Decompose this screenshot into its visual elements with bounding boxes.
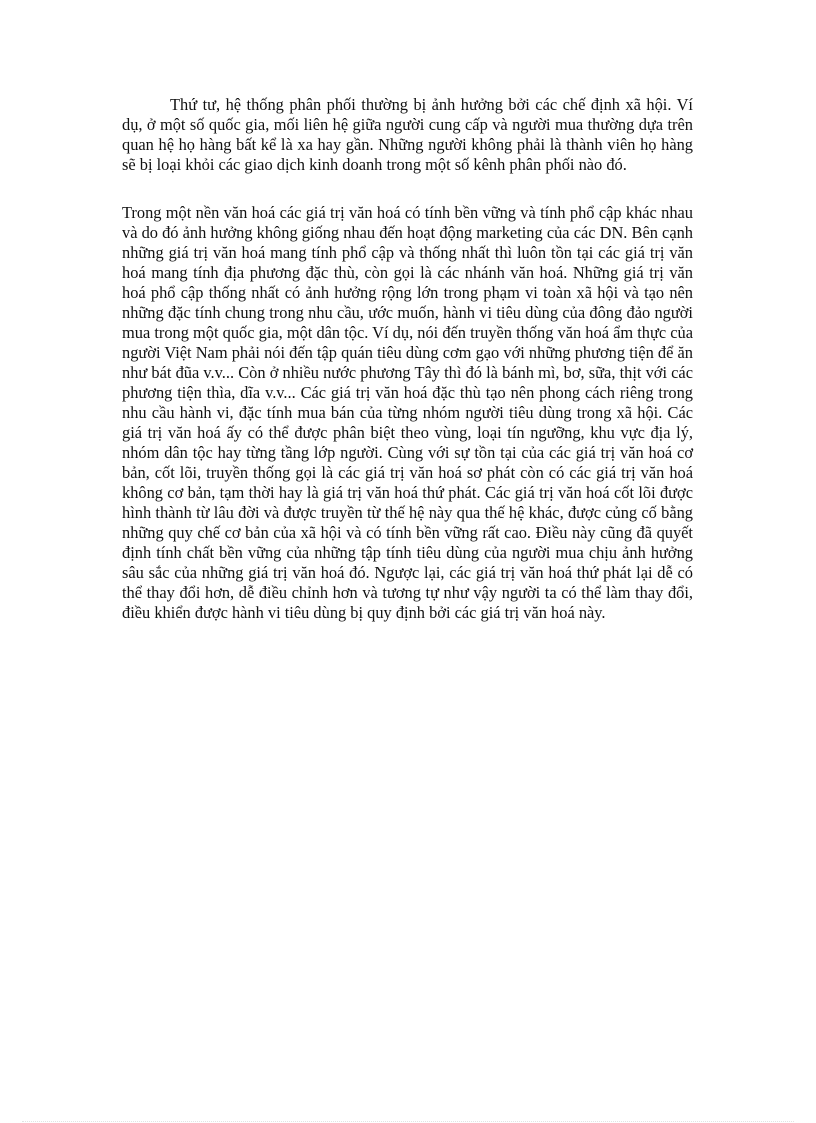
page-bottom-divider xyxy=(22,1121,794,1122)
paragraph-cultural-values: Trong một nền văn hoá các giá trị văn hoá có tính bền vững và tính phổ cập khác nhau và do đó ảnh hưởng không giống nhau đến hoạt động marketing của các DN. Bên cạnh những giá trị văn hoá mang tính phổ cập và thống nhất thì luôn tồn tại các giá trị văn hoá mang tính địa phương đặc thù, còn gọi là các nhánh văn hoá. Những giá trị văn hoá phổ cập thống nhất có ảnh hưởng rộng lớn trong phạm vi toàn xã hội và tạo nên những đặc tính chung trong nhu cầu, ước muốn, hành vi tiêu dùng của đông đảo người mua trong một quốc gia, một dân tộc. Ví dụ, nói đến truyền thống văn hoá ẩm thực của người Việt Nam phải nói đến tập quán tiêu dùng cơm gạo với những phương tiện để ăn như bát đũa v.v... Còn ở nhiều nước phương Tây thì đó là bánh mì, bơ, sữa, thịt với các phương tiện thìa, dĩa v.v... Các giá trị văn hoá đặc thù tạo nên phong cách riêng trong nhu cầu hành vi, đặc tính mua bán của từng nhóm người tiêu dùng trong xã hội. Các giá trị văn hoá ấy có thể được phân biệt theo vùng, loại tín ngưỡng, khu vực địa lý, nhóm dân tộc hay từng tầng lớp người. Cùng với sự tồn tại của các giá trị văn hoá cơ bản, cốt lõi, truyền thống gọi là các giá trị văn hoá sơ phát còn có các giá trị văn hoá không cơ bản, tạm thời hay là giá trị văn hoá thứ phát. Các giá trị văn hoá cốt lõi được hình thành từ lâu đời và được truyền từ thế hệ này qua thế hệ khác, được củng cố bằng những quy chế cơ bản của xã hội và có tính bền vững rất cao. Điều này cũng đã quyết định tính chất bền vững của những tập tính tiêu dùng của người mua chịu ảnh hưởng sâu sắc của những giá trị văn hoá đó. Ngược lại, các giá trị văn hoá thứ phát lại dễ có thể thay đổi hơn, dễ điều chỉnh hơn và tương tự như vậy người ta có thể làm thay đổi, điều khiển được hành vi tiêu dùng bị quy định bởi các giá trị văn hoá này. xyxy=(122,203,693,622)
paragraph-distribution-system: Thứ tư, hệ thống phân phối thường bị ảnh hưởng bởi các chế định xã hội. Ví dụ, ở một số quốc gia, mối liên hệ giữa người cung cấp và người mua thường dựa trên quan hệ họ hàng bất kể là xa hay gần. Những người không phải là thành viên họ hàng sẽ bị loại khỏi các giao dịch kinh doanh trong một số kênh phân phối nào đó. xyxy=(122,95,693,174)
